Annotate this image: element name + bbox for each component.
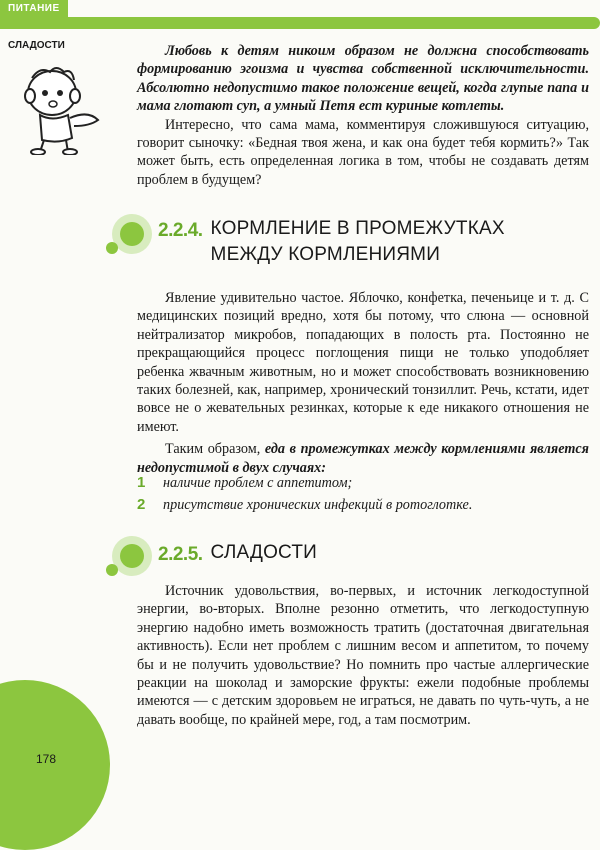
section-224-title: КОРМЛЕНИЕ В ПРОМЕЖУТКАХ МЕЖДУ КОРМЛЕНИЯМИ bbox=[210, 218, 505, 265]
intro-bold-paragraph: Любовь к детям никоим образом не должна способствовать формированию эгоизма и чувства собственной исключительности. Абсолютно недопустимо такое положение вещей, когда глупые папа и мама глотают суп, а умный Петя ест куриные котлеты. bbox=[137, 43, 589, 115]
list-item-text: присутствие хронических инфекций в ротоглотке. bbox=[163, 497, 473, 513]
section-224-body bbox=[137, 289, 589, 477]
running-header bbox=[0, 0, 600, 34]
list-item bbox=[137, 472, 589, 494]
page-number: 178 bbox=[36, 752, 57, 766]
section-224-number: 2.2.4. bbox=[158, 220, 203, 241]
list-item-text: наличие проблем с аппетитом; bbox=[163, 475, 353, 491]
child-mascot-icon bbox=[10, 60, 110, 155]
running-section-title: ПИТАНИЕ bbox=[0, 0, 68, 17]
section-225-paragraph: Источник удовольствия, во-первых, и источник легкодоступной энергии, во-вторых. Вполне резонно отметить, что легкодоступную энергию надобно иметь возможность тратить (достаточная двигательная активность). Если нет проблем с лишним весом и аппетитом, то почему бы и не получить удовольствие? Но помнить про частые аллергические реакции на шоколад и заморские фрукты: ежели подобные проблемы имеются — с детским здоровьем не играться, не давать по чуть-чуть, а не давать вообще, по крайней мере, год, а там посмотрим. bbox=[137, 583, 589, 728]
intro-text bbox=[137, 42, 589, 189]
green-bubble-icon bbox=[102, 534, 158, 582]
green-bubble-icon bbox=[102, 212, 158, 260]
header-green-line bbox=[0, 17, 600, 29]
section-224-heading bbox=[102, 212, 551, 268]
section-224-emphasis: еда в промежутках между кормлениями является недопустимой в двух случаях: bbox=[137, 441, 589, 476]
section-225-number: 2.2.5. bbox=[158, 544, 203, 565]
list-item-number: 2 bbox=[137, 496, 146, 513]
section-225-title: СЛАДОСТИ bbox=[210, 542, 318, 563]
section-224-paragraph2: Таким образом, еда в промежутках между кормлениями является недопустимой в двух случаях: bbox=[137, 441, 589, 476]
section-225-body bbox=[137, 582, 589, 729]
section-225-heading bbox=[102, 534, 317, 582]
section-224-list bbox=[137, 472, 589, 516]
section-224-paragraph1: Явление удивительно частое. Яблочко, конфетка, печеньице и т. д. С медицинских позиций вредно, хотя бы потому, что слюна — основной нейтрализатор микробов, попадающих в полость рта. Постоянно не прекращающийся процесс поглощения пищи не только уподобляет ребенка жвачным животным, но и может способствовать возникновению таких болезней, как, например, хронический тонзиллит. Речь, кстати, идет вовсе не о жевательных резинках, которые к еде никакого отношения не имеют. bbox=[137, 290, 589, 435]
running-subsection-title: СЛАДОСТИ bbox=[8, 40, 65, 51]
intro-paragraph: Интересно, что сама мама, комментируя сложившуюся ситуацию, говорит сыночку: «Бедная твоя жена, и как она будет тебя кормить?» Так может быть, есть определенная логика в том, чтобы не создавать детям проблем в будущем? bbox=[137, 116, 589, 188]
list-item-number: 1 bbox=[137, 474, 146, 491]
list-item bbox=[137, 494, 589, 516]
